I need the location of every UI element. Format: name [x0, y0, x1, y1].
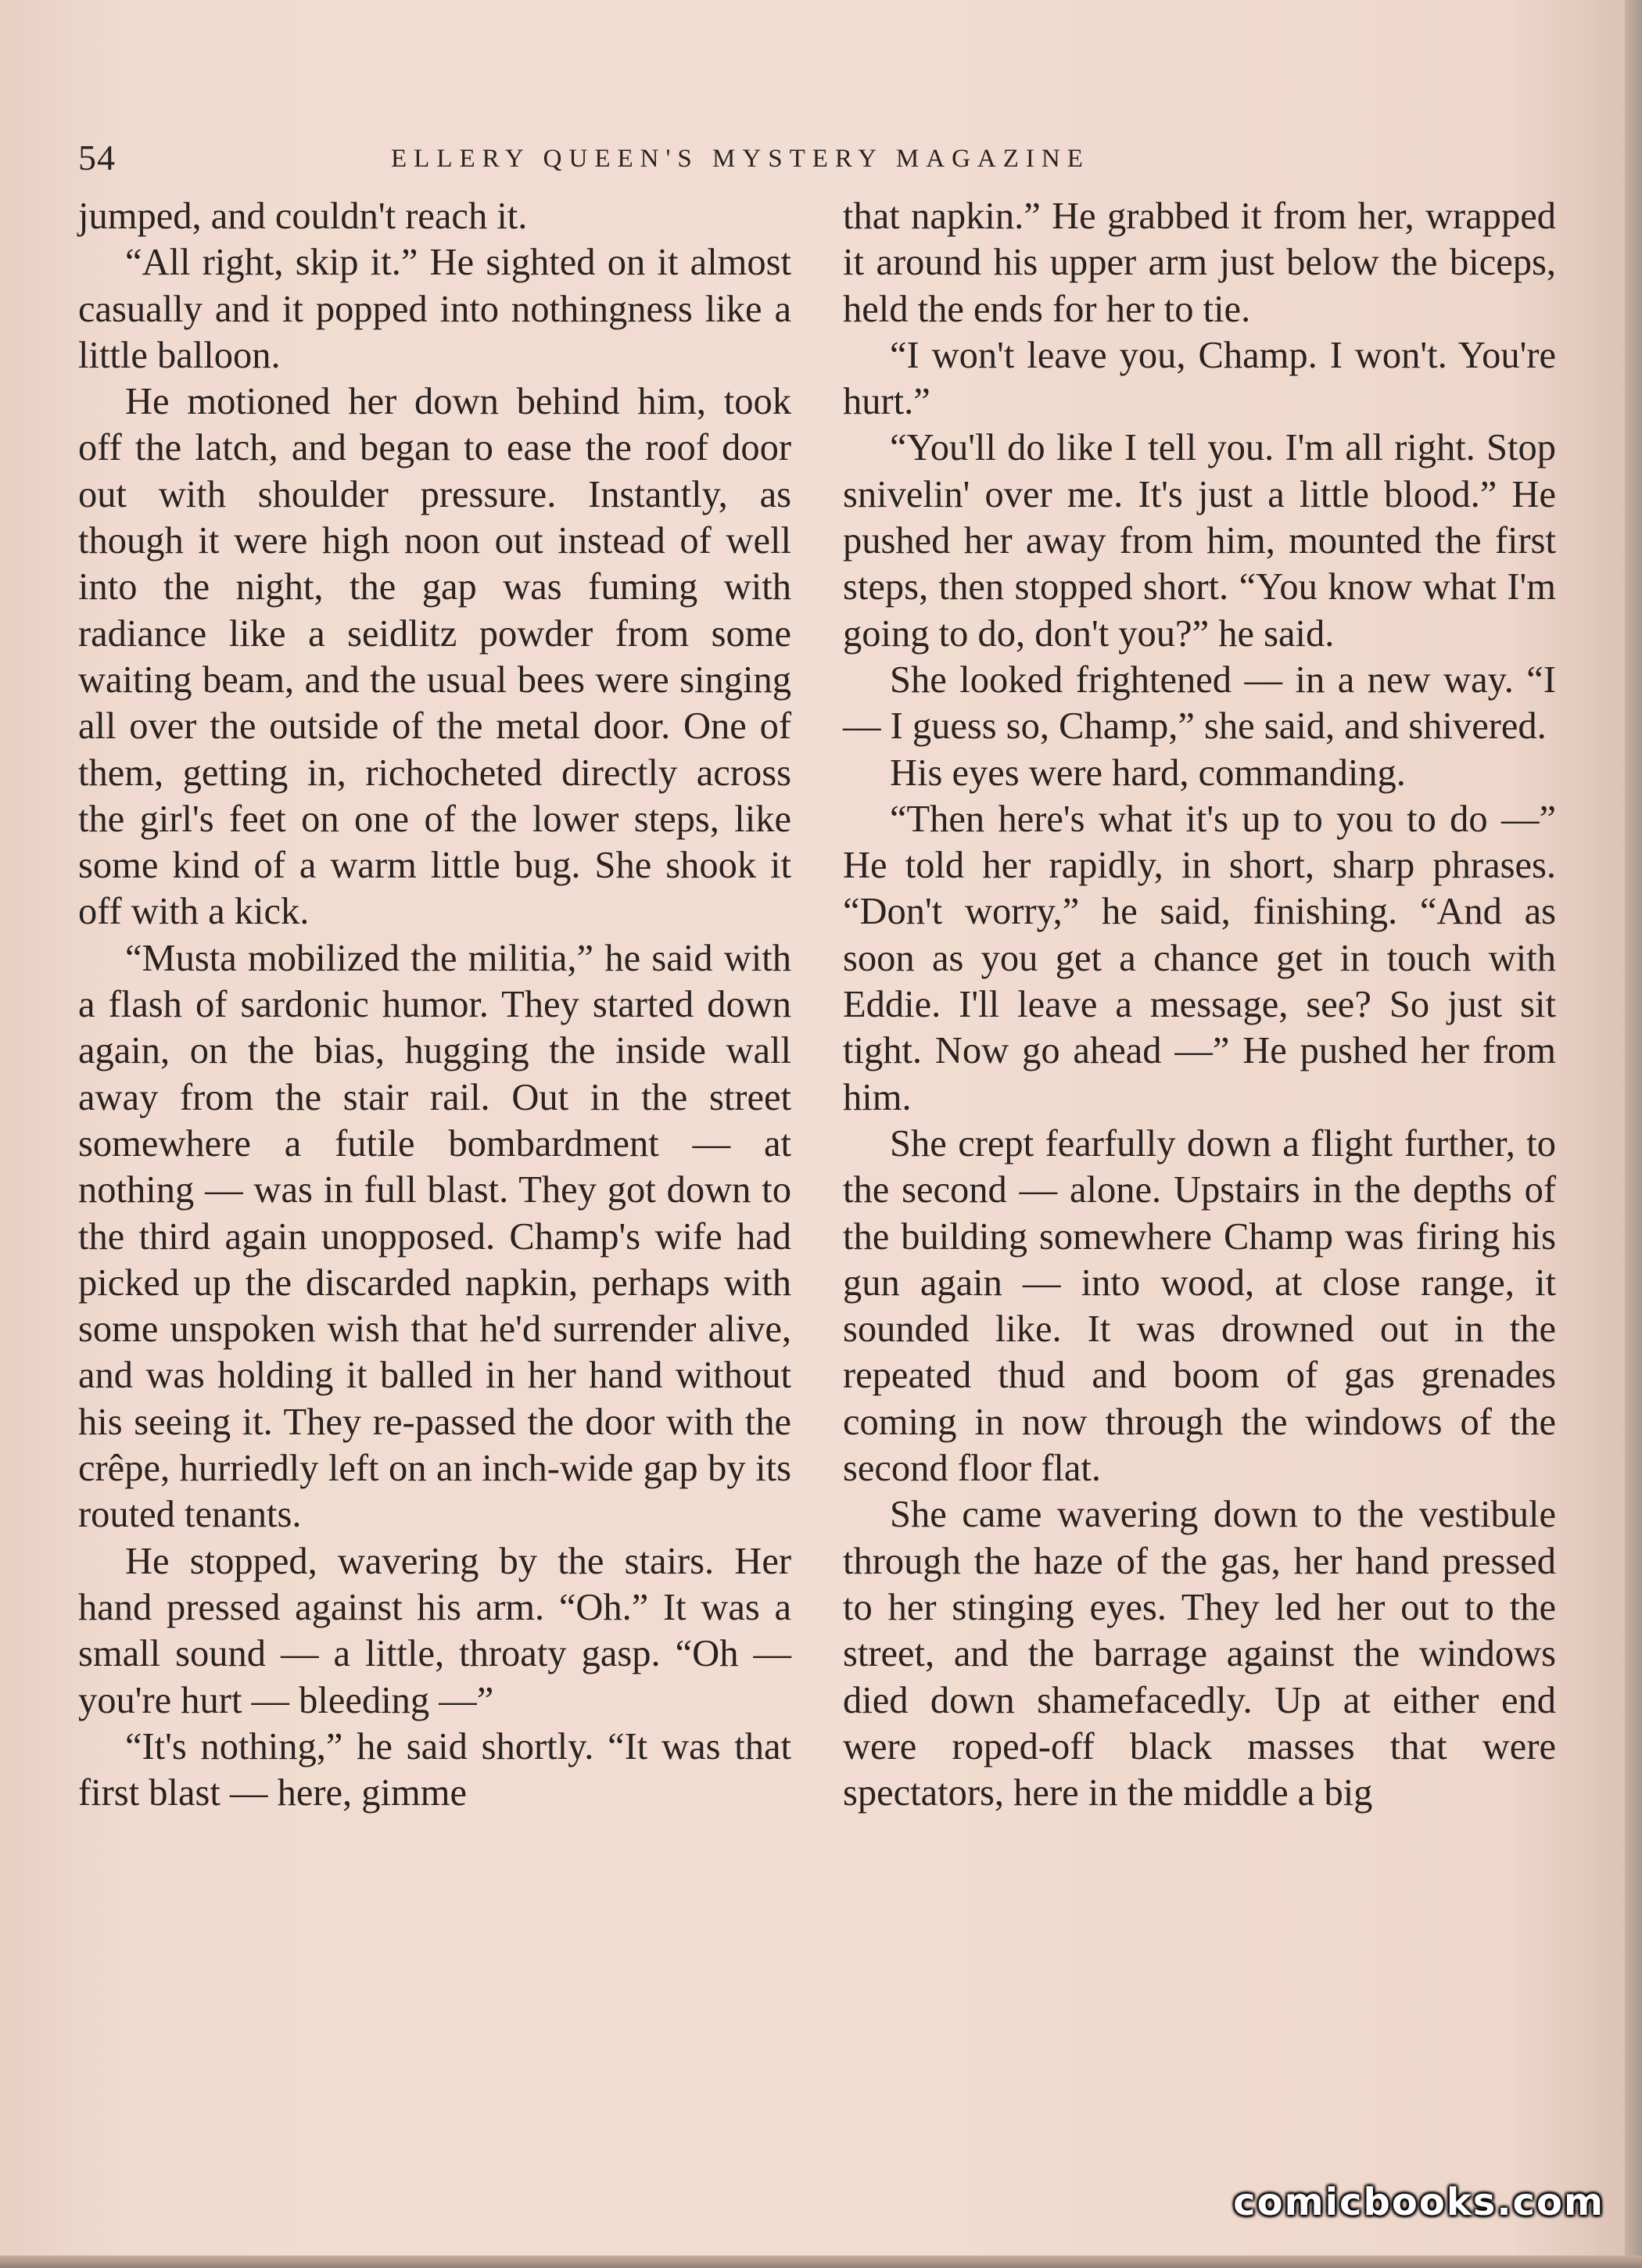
paragraph: “I won't leave you, Champ. I won't. You're hurt.”: [843, 334, 1556, 423]
paragraph: that napkin.” He grabbed it from her, wrapped it around his upper arm just below the biceps, held the ends for her to tie.: [843, 196, 1556, 330]
left-column: [78, 193, 791, 1816]
paragraph: jumped, and couldn't reach it.: [78, 196, 528, 237]
paragraph: “You'll do like I tell you. I'm all right. Stop snivelin' over me. It's just a little blood.” He pushed her away from him, mounted the first steps, then stopped short. “You know what I'm going to do, don't you?” he said.: [843, 427, 1556, 655]
paragraph: “All right, skip it.” He sighted on it almost casually and it popped into nothingness like a little balloon.: [78, 242, 791, 376]
paragraph: His eyes were hard, commanding.: [890, 752, 1406, 794]
right-column: [843, 193, 1556, 1816]
page-number: 54: [78, 138, 116, 178]
page-header: [78, 135, 1564, 181]
paragraph: “Musta mobilized the militia,” he said with a flash of sardonic humor. They started down again, on the bias, hugging the inside wall away from the stair rail. Out in the street somewhere a futile bombardment — at nothing — was in full blast. They got down to the third again unopposed. Champ's wife had picked up the discarded napkin, perhaps with some unspoken wish that he'd surrender alive, and was holding it balled in her hand without his seeing it. They re-passed the door with the crêpe, hurriedly left on an inch-wide gap by its routed tenants.: [78, 937, 791, 1536]
watermark: comicbooks.com: [1233, 2180, 1604, 2224]
page-bottom-edge: [0, 2255, 1642, 2268]
paragraph: He stopped, wavering by the stairs. Her hand pressed against his arm. “Oh.” It was a small sound — a little, throaty gasp. “Oh — you're hurt — bleeding —”: [78, 1540, 791, 1721]
paragraph: She came wavering down to the vestibule through the haze of the gas, her hand pressed to her stinging eyes. They led her out to the street, and the barrage against the windows died down shamefacedly. Up at either end were roped-off black masses that were spectators, here in the middle a big: [843, 1494, 1556, 1814]
running-head: ELLERY QUEEN'S MYSTERY MAGAZINE: [391, 145, 1090, 173]
page-edge-shadow: [1625, 0, 1642, 2268]
paragraph: She looked frightened — in a new way. “I — I guess so, Champ,” she said, and shivered.: [843, 659, 1556, 748]
paragraph: He motioned her down behind him, took off the latch, and began to ease the roof door out with shoulder pressure. Instantly, as though it were high noon out instead of well into the night, the gap was fuming with radiance like a seidlitz powder from some waiting beam, and the usual bees were singing all over the outside of the metal door. One of them, getting in, richocheted directly across the girl's feet on one of the lower steps, like some kind of a warm little bug. She shook it off with a kick.: [78, 381, 791, 933]
paragraph: She crept fearfully down a flight further, to the second — alone. Upstairs in the depths of the building somewhere Champ was firing his gun again — into wood, at close range, it sounded like. It was drowned out in the repeated thud and boom of gas grenades coming in now through the windows of the second floor flat.: [843, 1122, 1556, 1490]
paragraph: “Then here's what it's up to you to do —” He told her rapidly, in short, sharp phrases. “Don't worry,” he said, finishing. “And as soon as you get a chance get in touch with Eddie. I'll leave a message, see? So just sit tight. Now go ahead —” He pushed her from him.: [843, 798, 1556, 1118]
paragraph: “It's nothing,” he said shortly. “It was that first blast — here, gimme: [78, 1725, 791, 1814]
